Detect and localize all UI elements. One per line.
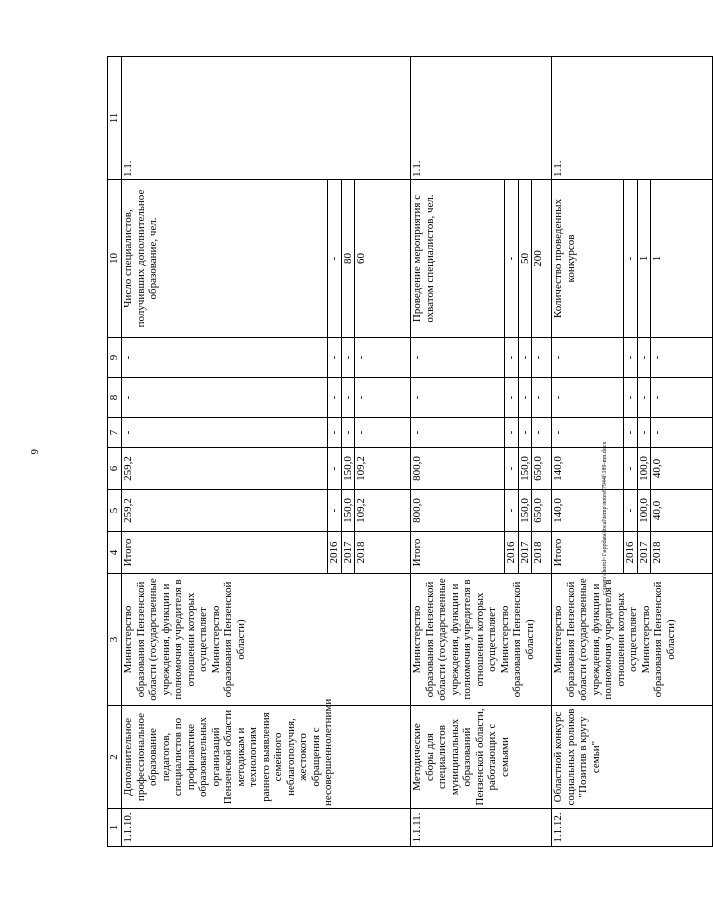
amount-cell: -	[122, 338, 328, 378]
amount-cell: 800,0	[411, 448, 505, 490]
row-number: 1.1.12.	[552, 809, 713, 847]
target-code: 1.1.	[552, 57, 713, 180]
amount-cell: -	[355, 338, 411, 378]
rotated-sheet	[107, 57, 677, 847]
indicator-value: -	[624, 180, 638, 338]
amount-cell: -	[532, 418, 552, 448]
amount-cell: -	[552, 338, 624, 378]
amount-cell: 140,0	[552, 448, 624, 490]
amount-cell: 40,0	[651, 490, 713, 532]
amount-cell: 150,0	[518, 448, 532, 490]
row-number: 1.1.10.	[122, 809, 411, 847]
indicator-name: Число специалистов, получивших дополнительное образование, чел.	[122, 180, 328, 338]
amount-cell: -	[624, 448, 638, 490]
amount-cell: 140,0	[552, 490, 624, 532]
indicator-value: 60	[355, 180, 411, 338]
amount-cell: 800,0	[411, 490, 505, 532]
amount-cell: -	[651, 338, 713, 378]
row-number: 1.1.11.	[411, 809, 552, 847]
year-cell: 2017	[637, 532, 651, 574]
table-row	[122, 57, 328, 847]
amount-cell: -	[341, 378, 355, 418]
amount-cell: -	[552, 378, 624, 418]
amount-cell: -	[518, 418, 532, 448]
amount-cell: -	[532, 378, 552, 418]
indicator-value: -	[328, 180, 342, 338]
amount-cell: 259,2	[122, 448, 328, 490]
amount-cell: 259,2	[122, 490, 328, 532]
column-number-row	[108, 57, 122, 847]
amount-cell: -	[505, 448, 519, 490]
amount-cell: -	[651, 378, 713, 418]
amount-cell: 150,0	[518, 490, 532, 532]
amount-cell: 650,0	[532, 448, 552, 490]
program-table	[107, 56, 713, 847]
amount-cell: -	[122, 378, 328, 418]
year-cell: 2016	[505, 532, 519, 574]
executor: Министерство образования Пензенской области (государственные учреждения, функции и полномочия учредителя в отношении которых осуществляет Министерство образования Пензенской области)	[122, 574, 411, 706]
amount-cell: -	[637, 418, 651, 448]
year-cell: 2017	[341, 532, 355, 574]
indicator-value: 50	[518, 180, 532, 338]
amount-cell: -	[552, 418, 624, 448]
indicator-name: Количество проведенных конкурсов	[552, 180, 624, 338]
indicator-value: 1	[637, 180, 651, 338]
column-header: 3	[108, 574, 122, 706]
amount-cell: -	[328, 338, 342, 378]
amount-cell: -	[411, 338, 505, 378]
activity-name: Дополнительное профессиональное образование педагогов, специалистов по профилактике образовательных организаций Пензенской области методикам и технологиям раннего выявления семейного неблагополучия, жестокого обращения с несовершеннолетними	[122, 706, 411, 809]
activity-name: Областной конкурс социальных роликов "Позитив в кругу семьи"	[552, 706, 713, 809]
column-header: 7	[108, 418, 122, 448]
amount-cell: 150,0	[341, 490, 355, 532]
amount-cell: -	[624, 378, 638, 418]
year-cell: 2018	[651, 532, 713, 574]
activity-name: Методические сборы для специалистов муниципальных образований Пензенской области, работающих с семьями	[411, 706, 552, 809]
amount-cell: 650,0	[532, 490, 552, 532]
column-header: 4	[108, 532, 122, 574]
year-cell: 2016	[328, 532, 342, 574]
amount-cell: -	[355, 378, 411, 418]
table-row	[411, 57, 505, 847]
indicator-value: 80	[341, 180, 355, 338]
indicator-value: 200	[532, 180, 552, 338]
amount-cell: -	[651, 418, 713, 448]
amount-cell: 40,0	[651, 448, 713, 490]
amount-cell: -	[328, 378, 342, 418]
amount-cell: -	[518, 338, 532, 378]
file-path: c:\users\shorol~1\appdata\local\temp\notes87944f\189-mn.docx	[602, 441, 608, 595]
executor: Министерство образования Пензенской области (государственные учреждения, функции и полномочия учредителя в отношении которых осуществляет Министерство образования Пензенской области)	[411, 574, 552, 706]
amount-cell: -	[624, 418, 638, 448]
amount-cell: -	[328, 418, 342, 448]
amount-cell: 109,2	[355, 448, 411, 490]
amount-cell: -	[505, 490, 519, 532]
year-cell: 2018	[355, 532, 411, 574]
indicator-name: Проведение мероприятия с охватом специалистов, чел.	[411, 180, 505, 338]
indicator-value: 1	[651, 180, 713, 338]
column-header: 2	[108, 706, 122, 809]
target-code: 1.1.	[122, 57, 411, 180]
column-header: 8	[108, 378, 122, 418]
amount-cell: -	[355, 418, 411, 448]
year-cell: 2016	[624, 532, 638, 574]
amount-cell: 150,0	[341, 448, 355, 490]
amount-cell: -	[411, 378, 505, 418]
amount-cell: 100,0	[637, 448, 651, 490]
column-header: 10	[108, 180, 122, 338]
amount-cell: -	[122, 418, 328, 448]
amount-cell: -	[637, 378, 651, 418]
column-header: 5	[108, 490, 122, 532]
amount-cell: -	[328, 490, 342, 532]
amount-cell: -	[505, 418, 519, 448]
amount-cell: 109,2	[355, 490, 411, 532]
amount-cell: 100,0	[637, 490, 651, 532]
column-header: 11	[108, 57, 122, 180]
amount-cell: -	[341, 418, 355, 448]
amount-cell: -	[411, 418, 505, 448]
column-header: 1	[108, 809, 122, 847]
year-cell: Итого	[411, 532, 505, 574]
year-cell: Итого	[122, 532, 328, 574]
target-code: 1.1.	[411, 57, 552, 180]
amount-cell: -	[328, 448, 342, 490]
column-header: 9	[108, 338, 122, 378]
amount-cell: -	[624, 338, 638, 378]
amount-cell: -	[624, 490, 638, 532]
amount-cell: -	[518, 378, 532, 418]
indicator-value: -	[505, 180, 519, 338]
page-number: 6	[28, 449, 40, 455]
amount-cell: -	[505, 378, 519, 418]
amount-cell: -	[505, 338, 519, 378]
year-cell: Итого	[552, 532, 624, 574]
year-cell: 2017	[518, 532, 532, 574]
amount-cell: -	[532, 338, 552, 378]
amount-cell: -	[637, 338, 651, 378]
amount-cell: -	[341, 338, 355, 378]
column-header: 6	[108, 448, 122, 490]
table-row	[552, 57, 624, 847]
year-cell: 2018	[532, 532, 552, 574]
executor: Министерство образования Пензенской области (государственные учреждения, функции и полномочия учредителя в отношении которых осуществляет Министерство образования Пензенской области)	[552, 574, 713, 706]
